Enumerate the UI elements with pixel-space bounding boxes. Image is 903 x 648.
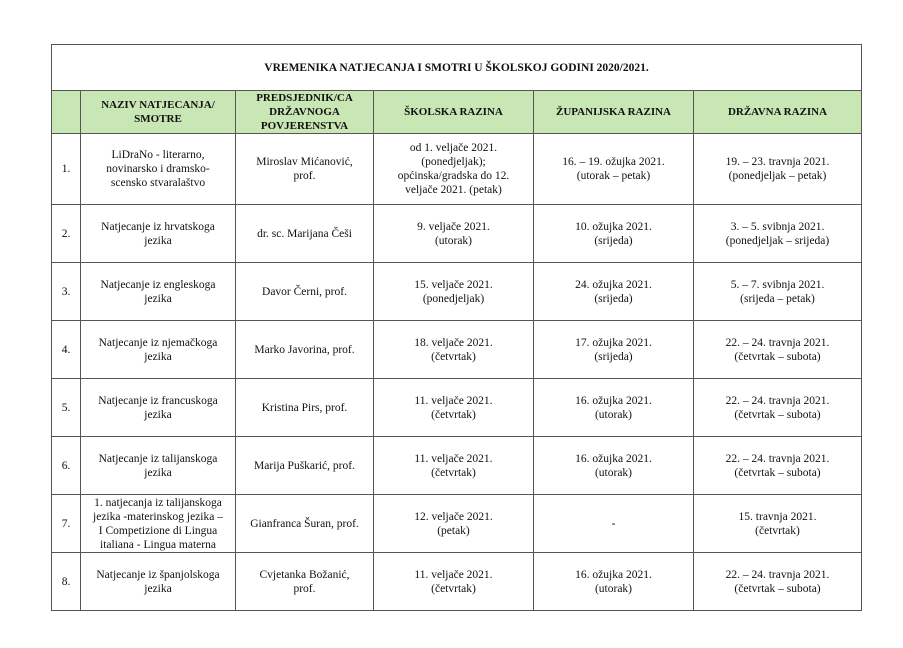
table-row bbox=[52, 553, 862, 611]
cell-name: Natjecanje iz francuskoga jezika bbox=[81, 379, 236, 437]
cell-state: 22. – 24. travnja 2021. (četvrtak – subota) bbox=[694, 379, 862, 437]
cell-county: 16. ožujka 2021. (utorak) bbox=[534, 553, 694, 611]
row-number: 5. bbox=[52, 379, 81, 437]
header-state: DRŽAVNA RAZINA bbox=[694, 91, 862, 134]
cell-county: 16. ožujka 2021. (utorak) bbox=[534, 379, 694, 437]
header-county: ŽUPANIJSKA RAZINA bbox=[534, 91, 694, 134]
cell-president: Cvjetanka Božanić, prof. bbox=[236, 553, 374, 611]
schedule-table bbox=[51, 44, 862, 611]
table-row bbox=[52, 263, 862, 321]
cell-school: 15. veljače 2021. (ponedjeljak) bbox=[374, 263, 534, 321]
table-row bbox=[52, 379, 862, 437]
row-number: 8. bbox=[52, 553, 81, 611]
cell-state: 22. – 24. travnja 2021. (četvrtak – subota) bbox=[694, 321, 862, 379]
table-row bbox=[52, 205, 862, 263]
cell-president: Marko Javorina, prof. bbox=[236, 321, 374, 379]
cell-name: Natjecanje iz talijanskoga jezika bbox=[81, 437, 236, 495]
cell-county: 16. – 19. ožujka 2021. (utorak – petak) bbox=[534, 134, 694, 205]
row-number: 3. bbox=[52, 263, 81, 321]
cell-name: 1. natjecanja iz talijanskoga jezika -materinskog jezika – I Competizione di Lingua italiana - Lingua materna bbox=[81, 495, 236, 553]
cell-county: 16. ožujka 2021. (utorak) bbox=[534, 437, 694, 495]
header-school: ŠKOLSKA RAZINA bbox=[374, 91, 534, 134]
cell-president: Davor Černi, prof. bbox=[236, 263, 374, 321]
cell-president: Gianfranca Šuran, prof. bbox=[236, 495, 374, 553]
cell-state: 22. – 24. travnja 2021. (četvrtak – subota) bbox=[694, 553, 862, 611]
cell-county: - bbox=[534, 495, 694, 553]
cell-president: Marija Puškarić, prof. bbox=[236, 437, 374, 495]
row-number: 4. bbox=[52, 321, 81, 379]
cell-county: 17. ožujka 2021. (srijeda) bbox=[534, 321, 694, 379]
cell-state: 19. – 23. travnja 2021. (ponedjeljak – petak) bbox=[694, 134, 862, 205]
cell-state: 22. – 24. travnja 2021. (četvrtak – subota) bbox=[694, 437, 862, 495]
cell-school: od 1. veljače 2021. (ponedjeljak); općinska/gradska do 12. veljače 2021. (petak) bbox=[374, 134, 534, 205]
table-title: VREMENIKA NATJECANJA I SMOTRI U ŠKOLSKOJ GODINI 2020/2021. bbox=[52, 45, 862, 91]
table-row bbox=[52, 437, 862, 495]
row-number: 2. bbox=[52, 205, 81, 263]
table-body bbox=[52, 134, 862, 611]
title-row bbox=[52, 45, 862, 91]
cell-county: 10. ožujka 2021. (srijeda) bbox=[534, 205, 694, 263]
row-number: 6. bbox=[52, 437, 81, 495]
cell-name: Natjecanje iz engleskoga jezika bbox=[81, 263, 236, 321]
cell-state: 5. – 7. svibnja 2021. (srijeda – petak) bbox=[694, 263, 862, 321]
cell-school: 11. veljače 2021. (četvrtak) bbox=[374, 437, 534, 495]
header-name: NAZIV NATJECANJA/ SMOTRE bbox=[81, 91, 236, 134]
cell-school: 11. veljače 2021. (četvrtak) bbox=[374, 379, 534, 437]
cell-name: Natjecanje iz njemačkoga jezika bbox=[81, 321, 236, 379]
header-num bbox=[52, 91, 81, 134]
table-row bbox=[52, 321, 862, 379]
cell-president: Miroslav Mićanović, prof. bbox=[236, 134, 374, 205]
header-president: PREDSJEDNIK/CA DRŽAVNOGA POVJERENSTVA bbox=[236, 91, 374, 134]
row-number: 1. bbox=[52, 134, 81, 205]
cell-president: dr. sc. Marijana Češi bbox=[236, 205, 374, 263]
row-number: 7. bbox=[52, 495, 81, 553]
cell-school: 12. veljače 2021. (petak) bbox=[374, 495, 534, 553]
table-row bbox=[52, 134, 862, 205]
cell-president: Kristina Pirs, prof. bbox=[236, 379, 374, 437]
table-row bbox=[52, 495, 862, 553]
cell-school: 18. veljače 2021. (četvrtak) bbox=[374, 321, 534, 379]
header-row bbox=[52, 91, 862, 134]
cell-name: Natjecanje iz hrvatskoga jezika bbox=[81, 205, 236, 263]
cell-county: 24. ožujka 2021. (srijeda) bbox=[534, 263, 694, 321]
cell-name: LiDraNo - literarno, novinarsko i dramsko- scensko stvaralaštvo bbox=[81, 134, 236, 205]
cell-school: 9. veljače 2021. (utorak) bbox=[374, 205, 534, 263]
cell-state: 15. travnja 2021. (četvrtak) bbox=[694, 495, 862, 553]
cell-name: Natjecanje iz španjolskoga jezika bbox=[81, 553, 236, 611]
cell-state: 3. – 5. svibnja 2021. (ponedjeljak – srijeda) bbox=[694, 205, 862, 263]
cell-school: 11. veljače 2021. (četvrtak) bbox=[374, 553, 534, 611]
